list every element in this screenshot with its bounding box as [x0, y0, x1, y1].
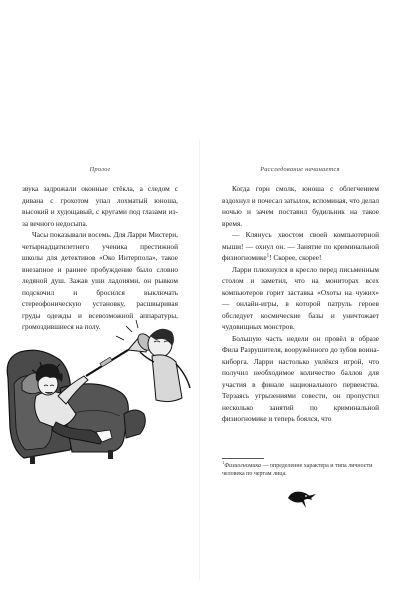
footnote [222, 462, 379, 479]
paragraph-with-footnote [222, 229, 379, 264]
boy-trumpet-illustration [0, 318, 200, 468]
running-head-left: Пролог [89, 166, 111, 173]
paragraph-text: ! Скорее, скорее! [269, 253, 322, 262]
paragraph: Часы показывали восемь. Для Ларри Мистери, четырнадцатилетнего ученика престижной школы для детективов «Око Интерпола», такое внезапное и раннее пробуждение было словно ледяной душ. Зажав уши ладонями, он рывком подскочил и бросился выключать стереофоническую установку, расшвыривая груды одежды и всевозможной аппаратуры, громоздившиеся на полу. [22, 230, 178, 331]
paragraph: Когда горн смолк, юноша с облегчением вздохнул и почесал затылок, вспоминая, что делал ночью и зачем поставил будильник на такое время. [222, 184, 380, 228]
footnote-text: — определение характера и типа личности человека по чертам лица. [222, 463, 373, 478]
left-body-text [22, 183, 178, 333]
right-body-text [222, 183, 379, 425]
footnote-divider [222, 458, 264, 459]
running-head-right: Расследование начинается [260, 166, 340, 173]
paragraph: Ларри плюхнулся в кресло перед письменным столом и заметил, что на мониторах всех компьютеров горит заставка «Охоты на чужих» — онлайн-игры, в которой патруль героев обследует космические базы и уничтожает чудовищных монстров. [222, 264, 379, 331]
paragraph-text: — Клянусь хвостом своей компьютерной мыши! — охнул он. — Занятие по криминальной физиогномике [222, 230, 379, 262]
paragraph: звука задрожали оконные стёкла, а следом с дивана с грохотом упал лохматый юноша, высокий и худощавый, с кругами под глазами из-за вечного недосыпа. [22, 184, 178, 228]
footnote-reference[interactable]: 1 [266, 253, 270, 259]
paragraph: Большую часть недели он провёл в образе Фила Разрушителя, вооружённого до зубов воина-киборга. Ларри настолько увлёкся игрой, что получил необходимое количество баллов для участия в финале национального первенства. Терзаясь угрызениями совести, он пропустил несколько занятий по криминальной физиогномике и теперь боялся, что [222, 333, 379, 423]
footnote-term: Физиогномика [224, 463, 261, 469]
footnote-mark: 1 [222, 460, 225, 465]
bird-icon [284, 486, 318, 514]
